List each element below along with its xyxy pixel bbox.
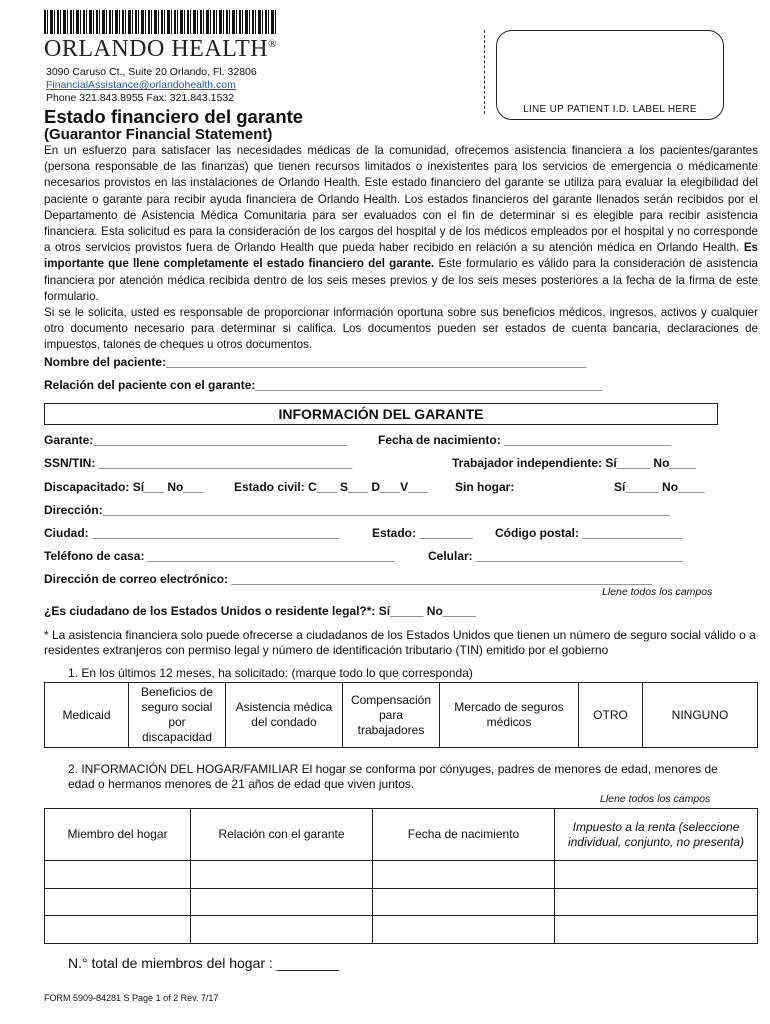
phone-fax: Phone 321.843.8955 Fax: 321.843.1532: [46, 92, 234, 104]
fill-all-note: Llene todos los campos: [602, 586, 713, 598]
orlando-health-logo: ORLANDO HEALTH®: [44, 36, 277, 62]
civil-status-field[interactable]: Estado civil: C___ S___ D___V___: [234, 480, 429, 494]
q1-option-ssdi[interactable]: Beneficios de seguro social por discapacidad: [129, 683, 226, 748]
guarantor-section-header: INFORMACIÓN DEL GARANTE: [44, 403, 718, 425]
zip-field[interactable]: Código postal: _______________: [495, 526, 683, 540]
household-total-field[interactable]: N.° total de miembros del hogar : ________: [68, 955, 339, 971]
q2-fill-all-note: Llene todos los campos: [600, 793, 711, 805]
intro-text: En un esfuerzo para satisfacer las necesidades médicas de la comunidad, ofrecemos asistencia financiera a los pacientes/garantes (persona responsable de las finanzas) que tienen recursos limitados o inexistentes para los servicios de emergencia o médicamente necesarios provistos en las instalaciones de Orlando Health. Este estado financiero del garante se utiliza para evaluar la elegibilidad del paciente o garante para recibir ayuda financiera de Orlando Health. Los estados financieros del garante llenados serán recibidos por el Departamento de Asistencia Médica Comunitaria para ser evaluados con el fin de determinar si es elegible para recibir asistencia financiera. Esta solicitud es para la consideración de los cargos del hospital y de los médicos empleados por el hospital y no corresponde a otros servicios provistos fuera de Orlando Health que pueda haber recibido en relación a su atención médica en Orlando Health. Es importante que llene completamente el estado financiero del garante. Este formulario es válido para la consideración de asistencia financiera por atención médica recibida dentro de los seis meses previos y de los seis meses posteriores a la fecha de la firma de este formulario. Si se le solicita, usted es responsable de proporcionar información oportuna sobre sus beneficios médicos, ingresos, activos y cualquier otro documento necesario para determinar si califica. Los documentos pueden ser estados de cuenta bancaria, declaraciones de impuestos, talones de cheques u otros documentos.: [44, 144, 758, 352]
state-field[interactable]: Estado: ________: [372, 526, 473, 540]
email-link[interactable]: FinancialAssistance@orlandohealth.com: [46, 79, 236, 91]
cell-phone-field[interactable]: Celular: _______________________________: [428, 549, 683, 563]
ssn-field[interactable]: SSN/TIN: ______________________________________: [44, 456, 353, 470]
homeless-options[interactable]: Sí_____ No____: [614, 480, 705, 494]
birth-date-field[interactable]: Fecha de nacimiento: _________________________: [378, 433, 671, 447]
citizenship-question[interactable]: ¿Es ciudadano de los Estados Unidos o residente legal?*: Sí_____ No_____: [44, 604, 477, 618]
patient-label-box: LINE UP PATIENT I.D. LABEL HERE: [496, 30, 724, 120]
household-header-tax: Impuesto a la renta (seleccione individual, conjunto, no presenta): [555, 809, 758, 861]
q1-option-medicaid[interactable]: Medicaid: [45, 683, 129, 748]
q1-option-workers-comp[interactable]: Compensación para trabajadores: [343, 683, 440, 748]
q1-options-table: [44, 682, 758, 748]
cut-line: [484, 30, 485, 114]
table-row: [45, 888, 758, 916]
q1-option-other[interactable]: OTRO: [579, 683, 643, 748]
address-field[interactable]: Dirección:_____________________________________________________________________________________: [44, 503, 670, 517]
guarantor-field[interactable]: Garante:______________________________________: [44, 433, 347, 447]
q1-option-none[interactable]: NINGUNO: [643, 683, 758, 748]
table-row: [45, 916, 758, 944]
disabled-field[interactable]: Discapacitado: Sí___ No___: [44, 480, 204, 494]
patient-relation-field[interactable]: Relación del paciente con el garante:____________________________________________________: [44, 378, 603, 392]
homeless-label: Sin hogar:: [455, 480, 515, 494]
address: 3090 Caruso Ct., Suite 20 Orlando, Fl. 32806: [46, 66, 257, 78]
household-header-relation: Relación con el garante: [191, 809, 373, 861]
citizenship-note: * La asistencia financiera solo puede ofrecerse a ciudadanos de los Estados Unidos que tienen un número de seguro social válido o a residentes extranjeros con permiso legal y número de identificación tributario (TIN) emitido por el gobierno: [44, 628, 756, 657]
q2-label: 2. INFORMACIÓN DEL HOGAR/FAMILIAR El hogar se conforma por cónyuges, padres de menores de edad, menores de edad o hermanos menores de 21 años de edad que viven juntos.: [68, 762, 718, 791]
household-header-birth: Fecha de nacimiento: [373, 809, 555, 861]
form-subtitle: (Guarantor Financial Statement): [44, 126, 273, 143]
household-table: [44, 808, 758, 944]
q1-option-county[interactable]: Asistencia médica del condado: [226, 683, 343, 748]
household-header-member: Miembro del hogar: [45, 809, 191, 861]
home-phone-field[interactable]: Teléfono de casa: _____________________________________: [44, 549, 395, 563]
barcode: [44, 10, 276, 34]
patient-name-field[interactable]: Nombre del paciente:_______________________________________________________________: [44, 355, 587, 369]
self-employed-field[interactable]: Trabajador independiente: Sí_____ No____: [452, 456, 697, 470]
table-row: [45, 861, 758, 889]
email-field[interactable]: Dirección de correo electrónico: _______________________________________________________________: [44, 572, 652, 586]
form-footer: FORM 5909-84281 S Page 1 of 2 Rev. 7/17: [44, 993, 219, 1003]
q1-option-marketplace[interactable]: Mercado de seguros médicos: [440, 683, 579, 748]
city-field[interactable]: Ciudad: _____________________________________: [44, 526, 339, 540]
q1-label: 1. En los últimos 12 meses, ha solicitado: (marque todo lo que corresponda): [68, 666, 473, 680]
form-title: Estado financiero del garante: [44, 106, 304, 127]
